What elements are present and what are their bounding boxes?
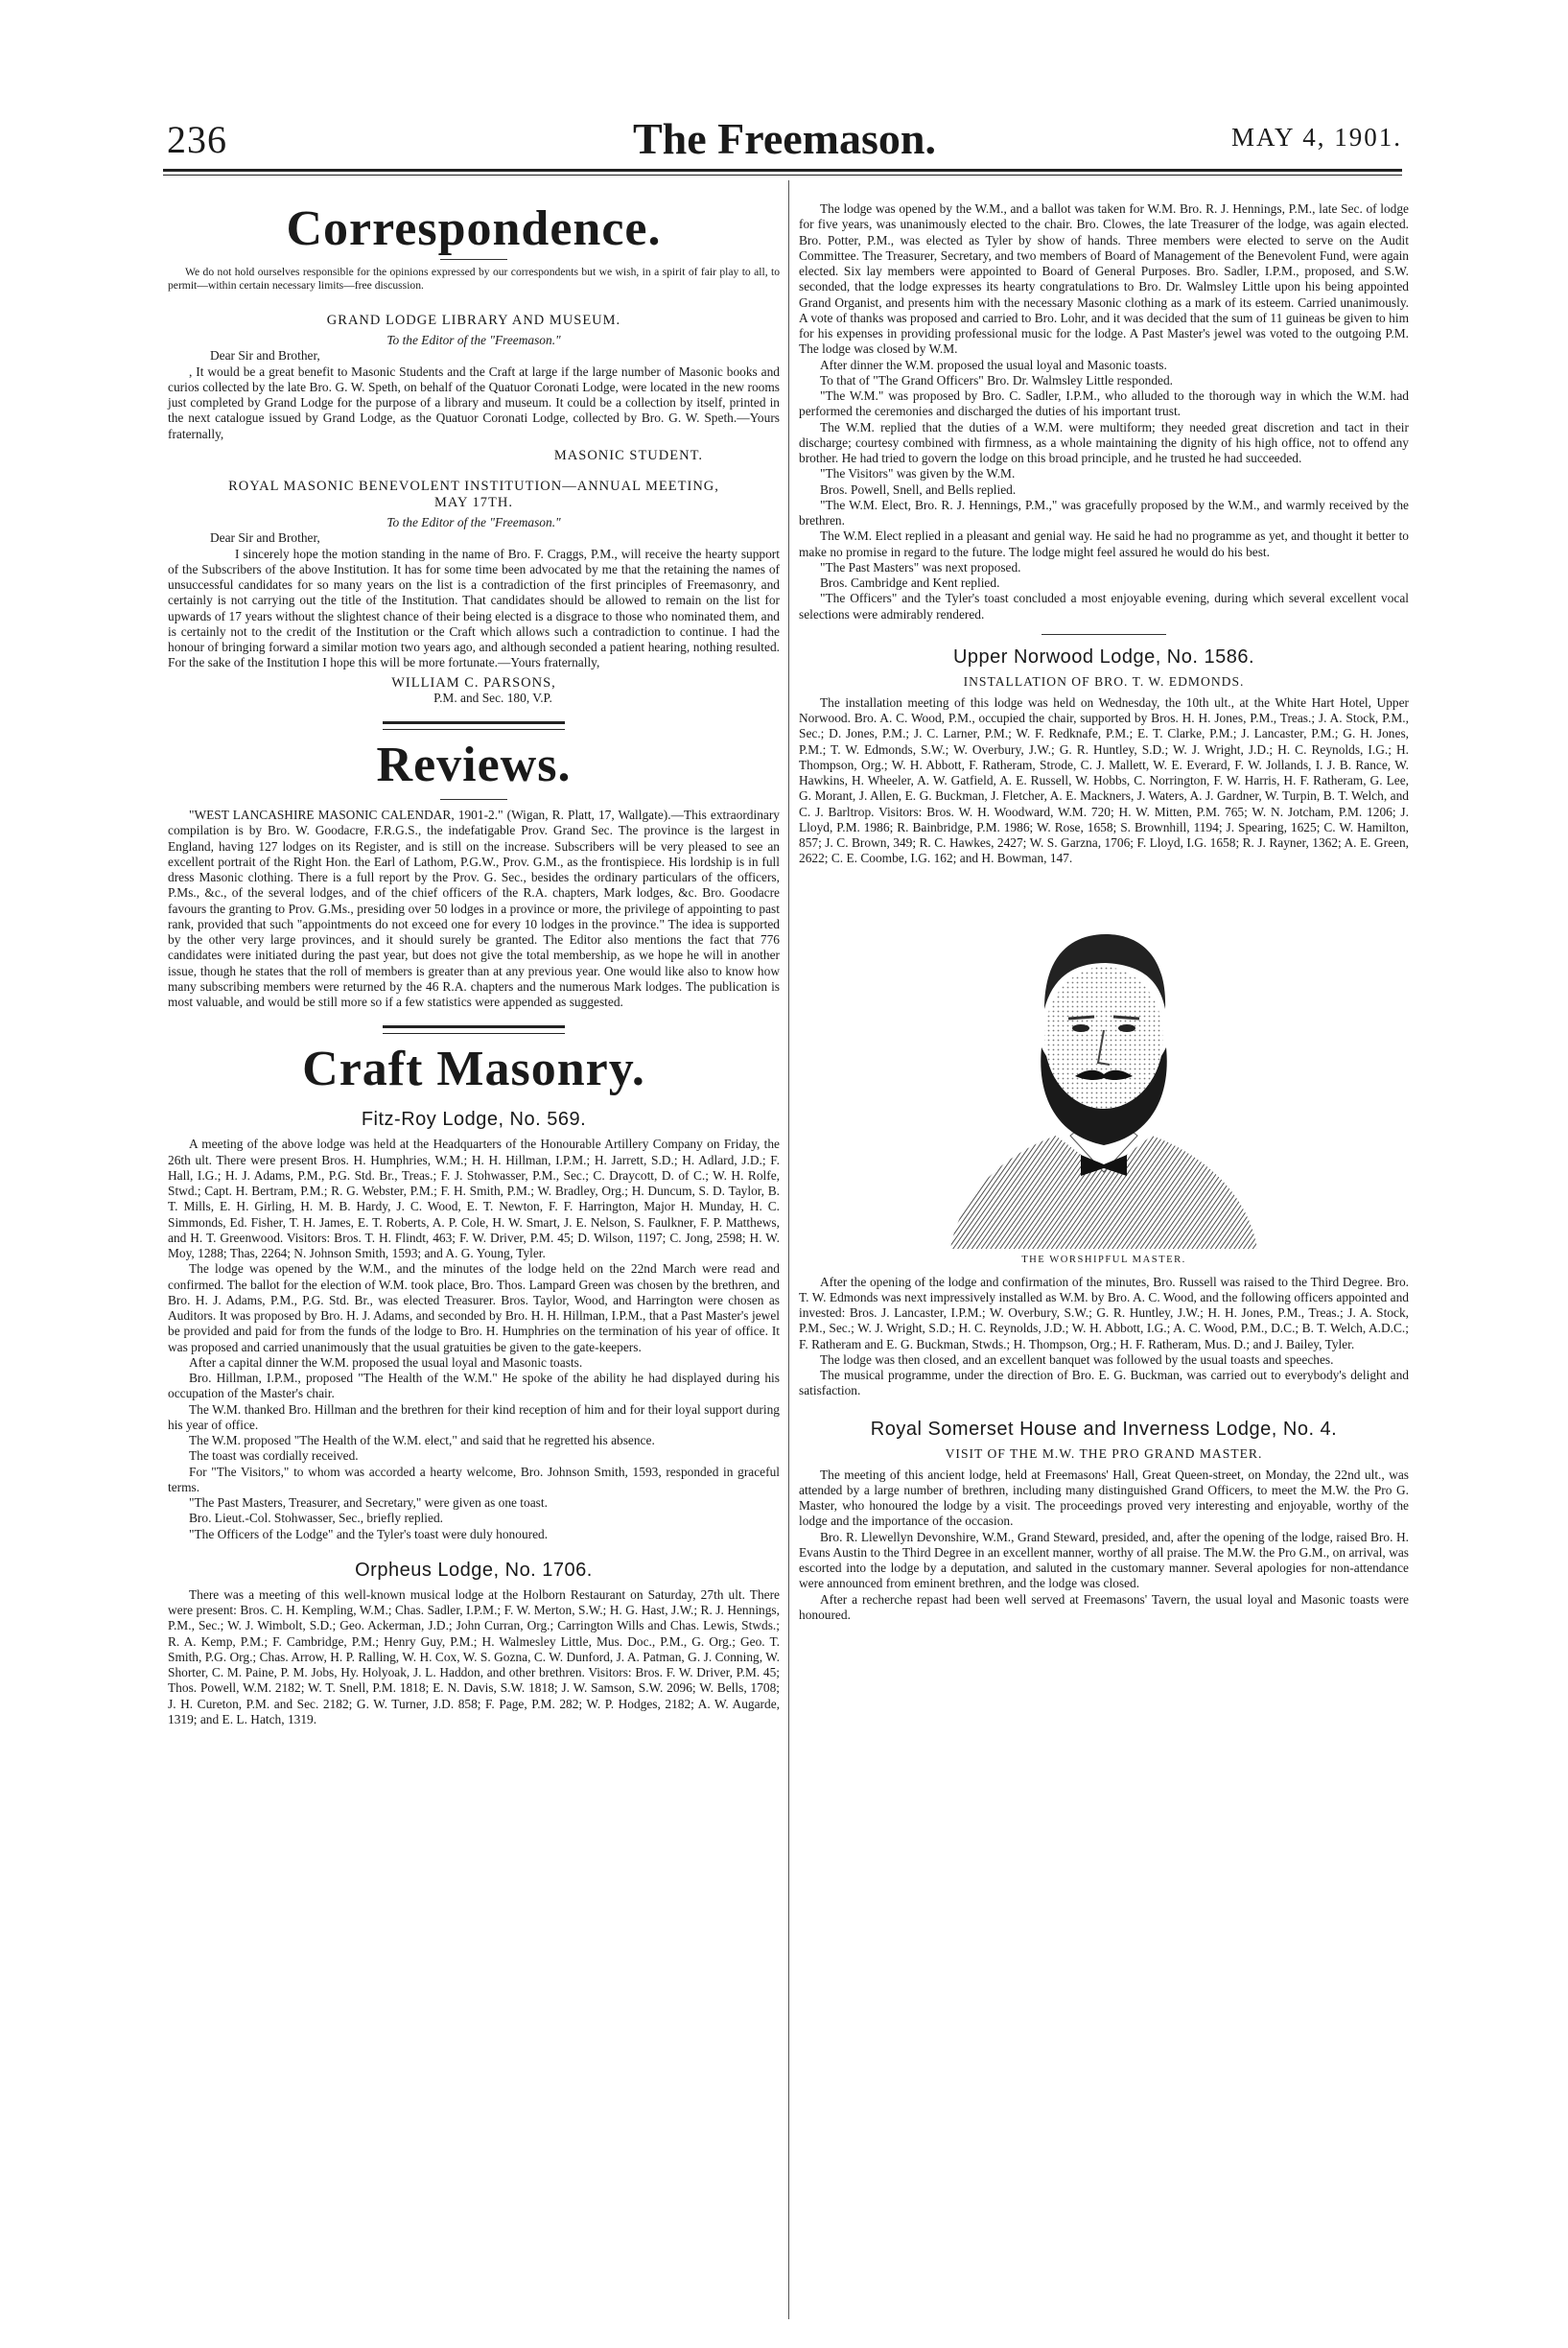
paragraph: Bros. Cambridge and Kent replied. xyxy=(820,575,1000,590)
masthead-rule-thick xyxy=(163,169,1402,172)
paragraph: Bro. R. Llewellyn Devonshire, W.M., Grand Steward, presided, and, after the opening of the lodge, raised Bro. H. Evans Austin to the Third Degree in an excellent manner, worthy of all praise. The M.W. the Pro G.M., on arrival, was escorted into the lodge by a deputation, and saluted in the customary manner. Several apologies for non-attendance were announced from eminent brethren, and the lodge was closed. xyxy=(799,1529,1409,1591)
paragraph: After dinner the W.M. proposed the usual loyal and Masonic toasts. xyxy=(820,357,1167,372)
lodge-heading: Orpheus Lodge, No. 1706. xyxy=(355,1559,593,1581)
divider xyxy=(440,799,507,800)
paragraph: After the opening of the lodge and confirmation of the minutes, Bro. Russell was raised to the Third Degree. Bro. T. W. Edmonds was next impressively installed as W.M. by Bro. A. C. Wood, and the following officers appointed and invested: Bros. J. Lancaster, I.P.M.; W. Overbury, S.W.; G. R. Huntley, J.W.; H. H. Jones, P.M., Treas.; J. A. Stock, P.M., Sec.; W. J. Wright, S.D.; H. C. Reynolds, J.D.; W. H. Abbott, I.G.; A. C. Wood, P.M., D.C.; B. T. Welch, A.D.C.; F. Ratheram and E. G. Buckman, Stwds.; H. Thompson, Org.; H. F. Ratheram, Mus. D.; and J. Bailey, Tyler. xyxy=(799,1274,1409,1351)
letter-signature: WILLIAM C. PARSONS, xyxy=(391,674,556,691)
paragraph: The musical programme, under the direction of Bro. E. G. Buckman, was carried out to everybody's delight and satisfaction. xyxy=(799,1368,1409,1398)
masthead xyxy=(167,113,1402,165)
paragraph: After a capital dinner the W.M. proposed the usual loyal and Masonic toasts. xyxy=(189,1354,583,1370)
issue-date: MAY 4, 1901. xyxy=(1230,123,1402,152)
paragraph: "The Visitors" was given by the W.M. xyxy=(820,466,1016,481)
letter-addressee: To the Editor of the "Freemason." xyxy=(386,333,561,347)
editorial-notice: We do not hold ourselves responsible for the opinions expressed by our correspondents but we wish, in a spirit of fair play to all, to permit—within certain necessary limits—free discussion. xyxy=(168,266,780,292)
letter-signature-office: P.M. and Sec. 180, V.P. xyxy=(433,690,552,705)
paragraph: The meeting of this ancient lodge, held at Freemasons' Hall, Great Queen-street, on Monday, the 22nd ult., was attended by a large number of brethren, including many distinguished Grand Officers, to meet the M.W. the Pro G. Master, who honoured the lodge by a visit. The proceedings proved very interesting and enjoyable, worthy of the lodge and the importance of the occasion. xyxy=(799,1467,1409,1529)
section-heading-craft-masonry: Craft Masonry. xyxy=(302,1042,645,1097)
left-column xyxy=(168,201,780,1727)
column-divider xyxy=(788,180,789,2319)
paragraph: "The Past Masters" was next proposed. xyxy=(820,559,1021,575)
divider xyxy=(1041,634,1166,635)
divider xyxy=(383,721,565,730)
paragraph: "The Past Masters, Treasurer, and Secretary," were given as one toast. xyxy=(189,1495,548,1510)
paragraph: For "The Visitors," to whom was accorded a hearty welcome, Bro. Johnson Smith, 1593, responded in graceful terms. xyxy=(168,1464,780,1494)
letter-body: I sincerely hope the motion standing in the name of Bro. F. Craggs, P.M., will receive the hearty support of the Subscribers of the above Institution. It has for some time been advocated by me that the retaining the names of unsuccessful candidates for so many years on the list is a contradiction of the first principles of Freemasonry, and certainly is not carrying out the title of the Institution. That candidates should be allowed to remain on the list for upwards of 17 years without the slightest chance of their being elected is a disgrace to those who nominated them, and is certainly not to the credit of the Institution or the Craft which allows such a contradiction to continue. I had the honour of bringing forward a similar motion two years ago, and although seconded a patient hearing, nothing resulted. For the sake of the Institution I hope this will be more fortunate.—Yours fraternally, xyxy=(168,546,780,670)
paragraph: The lodge was then closed, and an excellent banquet was followed by the usual toasts and speeches. xyxy=(820,1351,1334,1367)
divider xyxy=(383,1025,565,1034)
letter-title: GRAND LODGE LIBRARY AND MUSEUM. xyxy=(326,313,621,328)
letter-salutation: Dear Sir and Brother, xyxy=(210,530,320,546)
portrait-caption: THE WORSHIPFUL MASTER. xyxy=(1021,1254,1186,1265)
paragraph: "The Officers of the Lodge" and the Tyler's toast were duly honoured. xyxy=(189,1526,549,1541)
paragraph: "The W.M. Elect, Bro. R. J. Hennings, P.M.," was gracefully proposed by the W.M., and warmly received by the brethren. xyxy=(799,497,1409,528)
paragraph: Bro. Lieut.-Col. Stohwasser, Sec., briefly replied. xyxy=(189,1511,443,1526)
lodge-heading: Fitz-Roy Lodge, No. 569. xyxy=(361,1109,587,1131)
section-heading-reviews: Reviews. xyxy=(376,738,572,792)
paragraph: There was a meeting of this well-known musical lodge at the Holborn Restaurant on Saturday, 27th ult. There were present: Bros. C. H. Kempling, W.M.; Chas. Sadler, I.P.M.; F. W. Merton, S.W.; H. G. Hast, J.W.; R. J. Hennings, P.M., Sec.; W. J. Wimbolt, S.D.; Geo. Ackerman, J.D.; John Curran, Org.; Carrington Wills and Chas. Lewis, Stwds.; R. A. Kemp, P.M.; F. Cambridge, P.M.; Henry Guy, P.M.; H. Walmesley Little, Mus. Doc., P.M., G. Org.; Geo. T. Smith, P.G. Org.; Chas. Arrow, H. P. Ralling, W. H. Cox, W. S. Gozna, C. W. Dunford, J. A. Patman, G. J. Conning, W. Shorter, C. M. Paine, P. M. Jobs, Hy. Holyoak, J. L. Haddon, and other brethren. Visitors: Bros. F. W. Driver, P.M. 45; Thos. Powell, W.M. 2182; W. T. Snell, P.M. 1818; E. N. Davis, S.W. 1818; J. W. Samson, S.W. 2096; W. Bells, 1708; J. H. Cureton, P.M. and Sec. 2182; G. W. Turner, J.D. 858; F. Page, P.M. 282; W. P. Hodges, 2182; A. W. Augarde, 1319; and E. L. Hatch, 1319. xyxy=(168,1586,780,1726)
review-body: "WEST LANCASHIRE MASONIC CALENDAR, 1901-2." (Wigan, R. Platt, 17, Wallgate).—This extraordinary compilation is by Bro. W. Goodacre, F.R.G.S., the indefatigable Prov. Grand Sec. The province is the largest in England, having 127 lodges on its Register, and is still on the increase. Subscribers will be very pleased to see an excellent portrait of the Right Hon. the Earl of Lathom, P.G.W., Prov. G.M., as the frontispiece. His lordship is in full dress Masonic clothing. There is a full report by the Prov. G. Sec., besides the ordinary particulars of the officers, P.Ms., &c., of the several lodges, and of the chief officers of the R.A. chapters, Mark lodges, &c. Bro. Goodacre favours the granting to Prov. G.Ms., presiding over 50 lodges in a province or more, the privilege of appointing to past rank, provided that such "appointments do not exceed one for every 10 lodges in the province." The idea is supported by the other very large provinces, and it should surely be granted. The Editor also mentions the fact that 776 candidates were initiated during the past year, but does not give the total membership, as we hope he will in another issue, though he states that the roll of members is greater than at any previous year. One would like also to know how many subscribing members were returned by the 46 R.A. chapters and the numerous Mark lodges. The publication is most valuable, and would be still more so if a few statistics were appended as suggested. xyxy=(168,808,780,1009)
right-column xyxy=(799,201,1409,1623)
letter-signature: MASONIC STUDENT. xyxy=(553,447,703,463)
newspaper-title: The Freemason. xyxy=(632,114,936,163)
letter-body: , It would be a great benefit to Masonic Students and the Craft at large if the large number of Masonic books and curios collected by the late Bro. G. W. Speth, on behalf of the Quatuor Coronati Lodge, were located in the new rooms just completed by Grand Lodge for the purpose of a library and museum. It could be a collection by itself, printed in the next catalogue issued by Grand Lodge, as the Quatuor Coronati Lodge, collected by Bro. G. W. Speth.—Yours fraternally, xyxy=(168,364,780,441)
paragraph: Bro. Hillman, I.P.M., proposed "The Health of the W.M." He spoke of the ability he had displayed during his occupation of the Master's chair. xyxy=(168,1371,780,1401)
paragraph: The W.M. proposed "The Health of the W.M. elect," and said that he regretted his absence. xyxy=(189,1433,655,1447)
paragraph: The W.M. thanked Bro. Hillman and the brethren for their kind reception of him and for their loyal support during his year of office. xyxy=(168,1401,780,1432)
page-number: 236 xyxy=(167,118,227,161)
paragraph: The W.M. Elect replied in a pleasant and genial way. He said he had no programme as yet, and thought it better to make no promise in regard to the future. The lodge might feel assured he would do his best. xyxy=(799,528,1409,559)
paragraph: The toast was cordially received. xyxy=(189,1448,359,1464)
lodge-subheading: VISIT OF THE M.W. THE PRO GRAND MASTER. xyxy=(945,1445,1263,1461)
section-heading-correspondence: Correspondence. xyxy=(286,201,662,256)
lodge-subheading: INSTALLATION OF BRO. T. W. EDMONDS. xyxy=(963,673,1245,689)
letter-addressee: To the Editor of the "Freemason." xyxy=(386,515,561,529)
divider xyxy=(440,259,507,260)
paragraph: The installation meeting of this lodge was held on Wednesday, the 10th ult., at the White Hart Hotel, Upper Norwood. Bro. A. C. Wood, P.M., occupied the chair, supported by Bros. H. H. Jones, P.M., Treas.; J. A. Stock, P.M., Sec.; D. Jones, P.M.; J. C. Larner, P.M.; W. F. Redknafe, P.M.; E. T. Clarke, P.M.; J. Lancaster, P.M.; G. H. Jones, P.M.; T. W. Edmonds, S.W.; W. Overbury, J.W.; G. R. Huntley, S.D.; W. J. Wright, J.D.; H. C. Reynolds, I.G.; H. Thompson, Org.; W. H. Abbott, F. Ratheram, Strode, C. J. Mallett, W. E. Everard, F. W. Jollands, I. J. B. Rance, W. Hawkins, H. Wheeler, A. W. Gatfield, A. E. Russell, W. Hobbs, C. Norrington, F. W. Harris, H. F. Ratheram, G. Lee, G. Morant, J. Allen, E. G. Buckman, J. Fletcher, A. E. Mackners, J. Waters, A. J. Gardner, W. Turpin, B. T. Welch, and C. J. Barltrop. Visitors: Bros. W. H. Woodward, W.M. 720; H. W. Mitten, P.M. 765; W. N. Jotcham, P.M. 1206; J. Lloyd, P.M. 1986; R. Bainbridge, P.M. 1986; W. Rose, 1658; S. Brownhill, 1194; J. Spearing, 1625; C. W. Hamilton, 857; J. C. Brown, 349; R. C. Hawkes, 2427; W. S. Garzna, 1706; F. Lloyd, I.G. 1658; R. J. Rayner, 1362; A. E. Green, 2622; C. E. Coombe, I.G. 162; and H. Bowman, 147. xyxy=(799,694,1409,866)
paragraph: The lodge was opened by the W.M., and a ballot was taken for W.M. Bro. R. J. Hennings, P.M., late Sec. of lodge for five years, was unanimously elected to the chair. Bro. Clowes, the late Treasurer of the lodge, was again elected. Bro. Potter, P.M., was elected as Tyler by show of hands. Three members were elected to serve on the Audit Committee. The Treasurer, Secretary, and two members of Board of Management of the Benevolent Fund, were again elected. Six lay members were appointed to Board of General Purposes. Bro. Sadler, I.P.M., proposed, and S.W. seconded, that the lodge expresses its hearty congratulations to Bro. Dr. Walmsley Little upon his being appointed Grand Organist, and presents him with the necessary Masonic clothing as a mark of its esteem. Carried unanimously. A vote of thanks was proposed and carried to Bro. Lohr, and it was decided that the sum of 11 guineas be given to him for his expenses in providing professional music for the lodge. A Past Master's jewel was voted to the outgoing P.M. The lodge was closed by W.M. xyxy=(799,201,1409,357)
masthead-rule-thin xyxy=(163,175,1402,176)
paragraph: The lodge was opened by the W.M., and the minutes of the lodge held on the 22nd March were read and confirmed. The ballot for the election of W.M. took place, Bro. Thos. Lampard Green was chosen by the brethren, and Bro. H. J. Adams, P.M., P.G. Std. Br., was elected Treasurer. Bros. Taylor, Wood, and Harrington were chosen as Auditors. It was proposed by Bro. H. J. Adams, and seconded by Bro. H. H. Hillman, I.P.M., that a Past Master's jewel be provided and paid for from the funds of the lodge to Bro. H. Humphries on the termination of his year of office. It was proposed and carried unanimously that the usual gratuities be given to the gate-keepers. xyxy=(168,1261,780,1354)
worshipful-master-portrait xyxy=(941,884,1267,1249)
letter-title: ROYAL MASONIC BENEVOLENT INSTITUTION—ANNUAL MEETING, MAY 17TH. xyxy=(228,479,719,510)
paragraph: "The Officers" and the Tyler's toast concluded a most enjoyable evening, during which several excellent vocal selections were admirably rendered. xyxy=(799,591,1409,622)
paragraph: Bros. Powell, Snell, and Bells replied. xyxy=(820,481,1017,497)
paragraph: To that of "The Grand Officers" Bro. Dr. Walmsley Little responded. xyxy=(820,372,1174,387)
paragraph: After a recherche repast had been well served at Freemasons' Tavern, the usual loyal and Masonic toasts were honoured. xyxy=(799,1591,1409,1622)
paragraph: A meeting of the above lodge was held at the Headquarters of the Honourable Artillery Company on Friday, the 26th ult. There were present Bros. H. Humphries, W.M.; H. H. Hillman, I.P.M.; H. Jarrett, S.D.; H. Adlard, J.D.; F. Hall, I.G.; H. J. Adams, P.M., P.G. Std. Br., Treas.; F. J. Stohwasser, P.M., Sec.; C. Draycott, D. of C.; W. H. Rolfe, Stwd.; Capt. H. Bertram, P.M.; R. G. Webster, P.M.; F. H. Smith, P.M.; W. Bradley, Org.; H. Duncum, S. D. Taylor, B. T. Mills, E. H. Girling, H. M. B. Hardy, J. C. Wood, E. T. Newton, F. F. Harrington, Major H. Munday, H. C. Simmonds, Ed. Fisher, T. H. James, E. T. Roberts, A. P. Cole, H. W. Smart, J. E. Nelson, S. Faulkner, F. P. Matthews, and H. T. Greenwood. Visitors: Bros. T. H. Flindt, 463; F. W. Driver, P.M. 45; D. Wilson, 1197; C. Jong, 2598; H. W. Moy, 1288; Thas, 2264; N. Johnson Smith, 1593; and A. G. Young, Tyler. xyxy=(168,1137,780,1260)
letter-salutation: Dear Sir and Brother, xyxy=(210,348,320,364)
lodge-heading: Royal Somerset House and Inverness Lodge, No. 4. xyxy=(870,1418,1338,1440)
lodge-heading: Upper Norwood Lodge, No. 1586. xyxy=(952,646,1255,668)
paragraph: The W.M. replied that the duties of a W.M. were multiform; they needed great discretion and tact in their discharge; courtesy combined with firmness, as a whole maintaining the dignity of his high office, not to offend any brother. He had tried to govern the lodge on this broad principle, and he trusted he had succeeded. xyxy=(799,419,1409,465)
paragraph: "The W.M." was proposed by Bro. C. Sadler, I.P.M., who alluded to the thorough way in which the W.M. had performed the ceremonies and discharged the duties of his important trust. xyxy=(799,388,1409,419)
